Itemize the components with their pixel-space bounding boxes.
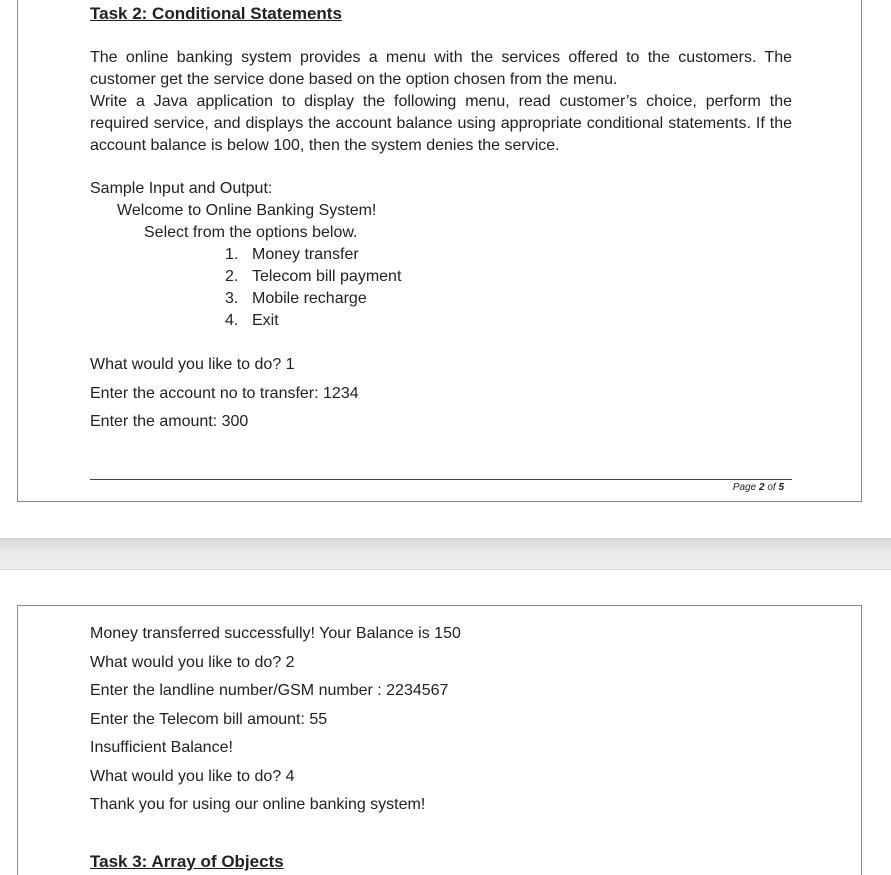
footer-total-pages: 5 <box>778 482 784 493</box>
page-2-body <box>90 3 792 440</box>
footer-page-word: Page <box>732 482 757 493</box>
menu-item-number: 1. <box>225 246 239 263</box>
sample-io-line: What would you like to do? 1 <box>90 356 295 373</box>
footer-divider <box>90 479 792 480</box>
select-prompt-line: Select from the options below. <box>144 224 358 241</box>
menu-item-label: Mobile recharge <box>252 290 367 307</box>
sample-io-line: What would you like to do? 4 <box>90 767 295 785</box>
footer-current-page: 2 <box>758 482 765 493</box>
sample-io-line: Money transferred successfully! Your Balance is 150 <box>90 625 461 642</box>
sample-io-label: Sample Input and Output: <box>90 180 273 197</box>
menu-item <box>225 310 792 332</box>
menu-item-label: Telecom bill payment <box>252 268 402 285</box>
sample-io-line: Enter the amount: 300 <box>90 413 249 430</box>
page-3-body <box>90 623 792 823</box>
service-menu-list <box>90 244 792 332</box>
document-page-2 <box>17 0 862 502</box>
menu-item-label: Money transfer <box>252 246 359 263</box>
document-page-3 <box>17 605 862 875</box>
menu-item-label: Exit <box>252 312 279 329</box>
page-number-footer <box>733 482 784 493</box>
page-gap-separator <box>0 538 891 570</box>
menu-item-number: 3. <box>225 290 239 307</box>
menu-item-number: 4. <box>225 312 239 329</box>
menu-item <box>225 244 792 266</box>
menu-item <box>225 266 792 288</box>
footer-of-word: of <box>767 482 776 493</box>
sample-io-line: Thank you for using our online banking system! <box>90 796 426 813</box>
task-2-heading: Task 2: Conditional Statements <box>90 4 342 23</box>
sample-io-line: Enter the landline number/GSM number : 2234567 <box>90 682 449 699</box>
sample-io-line: Enter the Telecom bill amount: 55 <box>90 710 328 728</box>
menu-item-number: 2. <box>225 268 239 285</box>
welcome-line: Welcome to Online Banking System! <box>117 202 377 219</box>
description-paragraph-2: Write a Java application to display the following menu, read customer’s choice, perform the required service, and displays the account balance using appropriate conditional statements. If the account balance is below 100, then the system denies the service. <box>90 93 792 154</box>
description-paragraph-1: The online banking system provides a menu with the services offered to the customers. The customer get the service done based on the option chosen from the menu. <box>90 49 792 88</box>
task-3-heading: Task 3: Array of Objects <box>90 852 284 871</box>
menu-item <box>225 288 792 310</box>
sample-io-line: Insufficient Balance! <box>90 739 233 756</box>
sample-io-line: Enter the account no to transfer: 1234 <box>90 384 359 402</box>
sample-io-line: What would you like to do? 2 <box>90 653 295 671</box>
